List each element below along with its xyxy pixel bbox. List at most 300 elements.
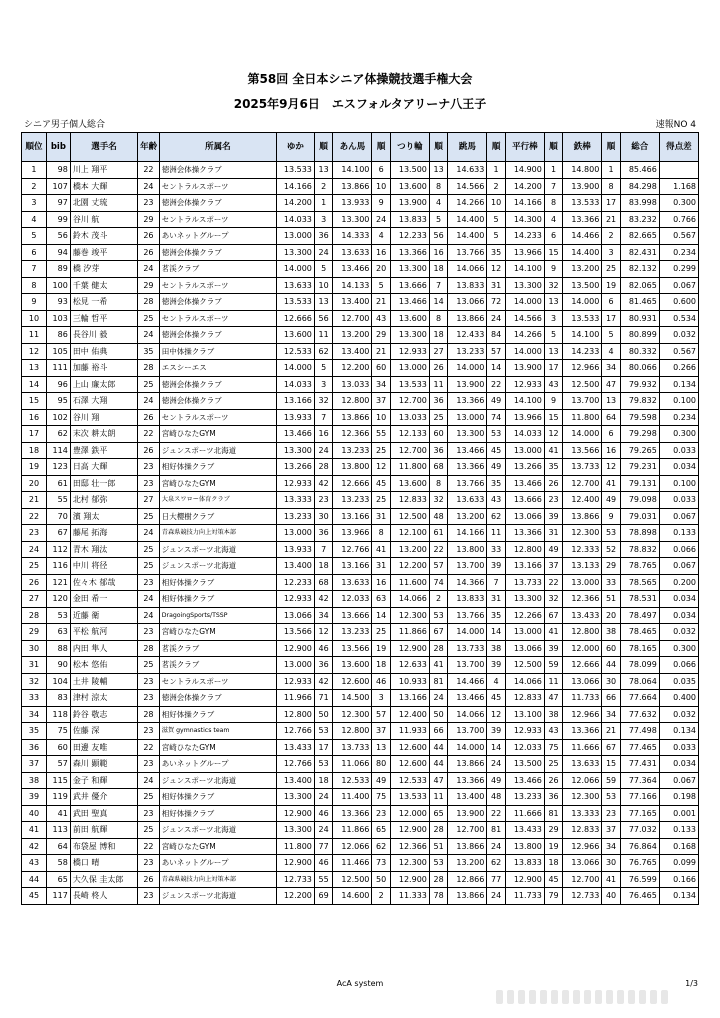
table-cell: 41: [544, 442, 562, 459]
page-number: 1/3: [685, 979, 698, 988]
table-cell: 27: [429, 343, 447, 360]
table-cell: 濱 翔太: [70, 508, 137, 525]
table-cell: 12.600: [390, 739, 429, 756]
table-cell: 26: [138, 228, 160, 245]
table-cell: 38: [487, 640, 505, 657]
table-cell: 72: [487, 294, 505, 311]
table-cell: 0.067: [659, 508, 698, 525]
table-cell: 41: [602, 475, 620, 492]
table-cell: 23: [138, 805, 160, 822]
table-cell: 76.864: [620, 838, 659, 855]
table-cell: 13.300: [276, 442, 314, 459]
table-row: [22, 624, 699, 641]
table-cell: 79.131: [620, 475, 659, 492]
table-cell: 11.800: [276, 838, 314, 855]
table-cell: 13.000: [448, 409, 487, 426]
table-cell: 12.500: [505, 657, 544, 674]
table-cell: 36: [22, 739, 47, 756]
table-cell: 76.599: [620, 871, 659, 888]
table-cell: 14.133: [333, 277, 372, 294]
table-cell: 21: [602, 723, 620, 740]
table-cell: 14.100: [505, 261, 544, 278]
table-cell: 39: [544, 508, 562, 525]
table-cell: 13.066: [448, 294, 487, 311]
table-cell: 14.266: [505, 327, 544, 344]
table-cell: 12.600: [390, 756, 429, 773]
table-cell: 14.400: [448, 228, 487, 245]
table-cell: 24: [372, 211, 390, 228]
table-cell: 70: [46, 508, 70, 525]
table-cell: 45: [487, 690, 505, 707]
table-cell: 82.665: [620, 228, 659, 245]
table-cell: 12.233: [276, 574, 314, 591]
table-cell: 13.400: [276, 558, 314, 575]
table-row: [22, 525, 699, 542]
table-cell: 77.664: [620, 690, 659, 707]
table-cell: 79.298: [620, 426, 659, 443]
table-cell: 12.133: [390, 426, 429, 443]
table-cell: 11.966: [276, 690, 314, 707]
column-header: 順: [372, 133, 390, 162]
table-cell: 24: [487, 838, 505, 855]
table-cell: 19: [602, 277, 620, 294]
table-cell: 青森県競技力向上対策本部: [159, 525, 276, 542]
table-cell: 12.833: [390, 492, 429, 509]
table-row: [22, 888, 699, 905]
table-cell: 宮崎ひなたGYM: [159, 739, 276, 756]
table-cell: 12.533: [333, 772, 372, 789]
table-cell: 相好体操クラブ: [159, 805, 276, 822]
table-row: [22, 261, 699, 278]
table-cell: 12.800: [333, 393, 372, 410]
table-cell: 33: [22, 690, 47, 707]
table-cell: 13.266: [505, 459, 544, 476]
table-cell: 14.600: [333, 888, 372, 905]
table-cell: 0.299: [659, 261, 698, 278]
table-cell: 13.733: [448, 640, 487, 657]
table-cell: 22: [429, 541, 447, 558]
table-cell: 21: [372, 294, 390, 311]
table-cell: 24: [138, 261, 160, 278]
table-cell: 24: [314, 442, 332, 459]
table-cell: 117: [46, 888, 70, 905]
table-row: [22, 376, 699, 393]
table-cell: 津村 涼太: [70, 690, 137, 707]
table-cell: 13: [429, 162, 447, 179]
table-cell: 9: [602, 508, 620, 525]
table-cell: 26: [544, 772, 562, 789]
table-cell: 13.300: [448, 426, 487, 443]
table-cell: 0.032: [659, 706, 698, 723]
table-cell: 19: [22, 459, 47, 476]
table-cell: 13.100: [505, 706, 544, 723]
table-cell: 13.533: [390, 789, 429, 806]
table-cell: 78.497: [620, 607, 659, 624]
table-cell: 22: [487, 805, 505, 822]
table-cell: 13.333: [563, 805, 602, 822]
table-cell: 13.533: [390, 376, 429, 393]
table-cell: 13.866: [448, 838, 487, 855]
table-cell: 0.234: [659, 244, 698, 261]
table-row: [22, 640, 699, 657]
table-cell: 35: [487, 244, 505, 261]
table-cell: 95: [46, 393, 70, 410]
table-cell: 14.633: [448, 162, 487, 179]
table-cell: 16: [314, 426, 332, 443]
table-row: [22, 673, 699, 690]
table-cell: 16: [22, 409, 47, 426]
table-cell: 78.898: [620, 525, 659, 542]
table-cell: 13.566: [563, 442, 602, 459]
table-cell: 67: [429, 624, 447, 641]
column-header: ゆか: [276, 133, 314, 162]
table-cell: 53: [314, 756, 332, 773]
table-cell: 12.066: [563, 772, 602, 789]
table-cell: 67: [602, 739, 620, 756]
table-row: [22, 393, 699, 410]
table-cell: 0.067: [659, 558, 698, 575]
table-cell: 14.000: [448, 739, 487, 756]
table-cell: 13.200: [333, 327, 372, 344]
table-cell: 11.800: [390, 459, 429, 476]
table-cell: 0.067: [659, 277, 698, 294]
table-row: [22, 459, 699, 476]
table-cell: 3: [372, 690, 390, 707]
table-cell: 13.866: [448, 310, 487, 327]
table-cell: 金子 和輝: [70, 772, 137, 789]
table-cell: 13.800: [505, 838, 544, 855]
table-cell: 徳洲会体操クラブ: [159, 294, 276, 311]
table-cell: 31: [372, 558, 390, 575]
table-cell: 12: [544, 426, 562, 443]
table-cell: 5: [429, 211, 447, 228]
table-cell: 12.366: [563, 591, 602, 608]
table-cell: 49: [602, 492, 620, 509]
table-cell: 12.233: [390, 228, 429, 245]
table-cell: 39: [544, 640, 562, 657]
table-cell: 81: [544, 805, 562, 822]
table-cell: 11.600: [390, 574, 429, 591]
table-cell: 28: [138, 706, 160, 723]
table-cell: 14.000: [505, 294, 544, 311]
table-cell: 13.366: [448, 459, 487, 476]
table-cell: 49: [372, 772, 390, 789]
table-cell: 0.200: [659, 574, 698, 591]
table-cell: 14.000: [448, 360, 487, 377]
table-cell: 61: [46, 475, 70, 492]
table-cell: 石澤 大翔: [70, 393, 137, 410]
table-cell: 28: [429, 822, 447, 839]
table-cell: ジュンスポーツ北海道: [159, 558, 276, 575]
table-cell: 2: [314, 178, 332, 195]
table-cell: 14.200: [276, 195, 314, 212]
table-cell: 12.900: [276, 640, 314, 657]
table-cell: 26: [138, 409, 160, 426]
table-cell: 14.566: [505, 310, 544, 327]
table-cell: 12.933: [276, 673, 314, 690]
table-cell: 12.900: [390, 640, 429, 657]
table-cell: 56: [429, 228, 447, 245]
table-cell: 12.266: [505, 607, 544, 624]
table-cell: 4: [372, 228, 390, 245]
table-cell: 13.066: [563, 855, 602, 872]
table-cell: 13.366: [563, 211, 602, 228]
table-cell: 12.900: [390, 822, 429, 839]
table-cell: 13.300: [333, 211, 372, 228]
table-cell: 100: [46, 277, 70, 294]
table-cell: 77: [314, 838, 332, 855]
table-cell: 0.133: [659, 525, 698, 542]
table-cell: 16: [372, 244, 390, 261]
table-cell: 12.666: [333, 475, 372, 492]
table-cell: 18: [429, 327, 447, 344]
table-cell: 13.033: [390, 409, 429, 426]
table-cell: 大泉スワロー体育クラブ: [159, 492, 276, 509]
table-cell: 13.400: [276, 772, 314, 789]
table-cell: 79.932: [620, 376, 659, 393]
table-cell: 33: [487, 541, 505, 558]
table-cell: 49: [487, 772, 505, 789]
table-row: [22, 772, 699, 789]
table-cell: 14.166: [276, 178, 314, 195]
table-cell: 78.064: [620, 673, 659, 690]
table-cell: 97: [46, 195, 70, 212]
table-cell: 29: [138, 211, 160, 228]
table-cell: 5: [602, 327, 620, 344]
table-cell: 13: [314, 294, 332, 311]
table-cell: 81.465: [620, 294, 659, 311]
table-cell: 24: [138, 525, 160, 542]
table-cell: 47: [602, 376, 620, 393]
table-cell: 0.100: [659, 393, 698, 410]
table-cell: 23: [138, 574, 160, 591]
table-cell: 北園 丈琉: [70, 195, 137, 212]
table-cell: 45: [22, 888, 47, 905]
table-cell: 75: [372, 789, 390, 806]
table-cell: 13.166: [505, 558, 544, 575]
table-cell: 12.100: [390, 525, 429, 542]
table-cell: 1: [544, 162, 562, 179]
table-cell: 12.300: [563, 789, 602, 806]
table-cell: 16: [372, 574, 390, 591]
table-cell: 118: [46, 706, 70, 723]
table-cell: 12.800: [505, 541, 544, 558]
table-cell: 50: [372, 871, 390, 888]
table-cell: 13.966: [333, 525, 372, 542]
table-cell: 74: [487, 409, 505, 426]
table-cell: 5: [314, 261, 332, 278]
table-cell: 13.600: [276, 327, 314, 344]
table-cell: 武井 優介: [70, 789, 137, 806]
column-header: 鉄棒: [563, 133, 602, 162]
table-cell: 56: [314, 310, 332, 327]
table-cell: 22: [544, 574, 562, 591]
table-cell: 0.567: [659, 228, 698, 245]
table-cell: 55: [314, 871, 332, 888]
table-cell: 23: [544, 492, 562, 509]
table-cell: 66: [602, 690, 620, 707]
table-cell: 2: [22, 178, 47, 195]
faded-watermark-strip: [496, 990, 696, 1006]
table-cell: 茗渓クラブ: [159, 657, 276, 674]
table-cell: 38: [602, 624, 620, 641]
table-cell: 6: [544, 228, 562, 245]
table-cell: 13.566: [333, 640, 372, 657]
table-cell: 平松 航河: [70, 624, 137, 641]
table-cell: 12.900: [505, 871, 544, 888]
document-subtitle: 2025年9月6日 エスフォルタアリーナ八王子: [233, 97, 487, 111]
table-cell: 11: [429, 376, 447, 393]
table-cell: 森川 顕範: [70, 756, 137, 773]
table-cell: 8: [429, 178, 447, 195]
table-cell: 布袋屋 博和: [70, 838, 137, 855]
table-cell: 14.466: [563, 228, 602, 245]
table-cell: 73: [372, 855, 390, 872]
table-cell: 13.366: [505, 525, 544, 542]
table-cell: 84: [487, 327, 505, 344]
table-cell: 4: [22, 211, 47, 228]
table-cell: 13.300: [276, 822, 314, 839]
table-cell: 27: [22, 591, 47, 608]
table-cell: 内田 隼人: [70, 640, 137, 657]
table-cell: 49: [544, 541, 562, 558]
table-cell: 12: [602, 459, 620, 476]
column-header: 平行棒: [505, 133, 544, 162]
table-cell: 13.866: [448, 888, 487, 905]
table-cell: 松見 一希: [70, 294, 137, 311]
table-cell: セントラルスポーツ: [159, 409, 276, 426]
table-cell: 90: [46, 657, 70, 674]
table-cell: 13.466: [505, 475, 544, 492]
table-cell: 13.766: [448, 607, 487, 624]
table-cell: 13.800: [333, 459, 372, 476]
table-cell: 3: [544, 310, 562, 327]
table-cell: あいネットグループ: [159, 228, 276, 245]
table-cell: 9: [544, 261, 562, 278]
table-cell: 藤尾 拓海: [70, 525, 137, 542]
table-cell: 13.300: [505, 591, 544, 608]
table-cell: 13.166: [333, 508, 372, 525]
table-cell: 14.033: [505, 426, 544, 443]
table-cell: 13.666: [333, 607, 372, 624]
table-cell: 60: [372, 360, 390, 377]
table-cell: 13.200: [390, 541, 429, 558]
table-cell: 36: [314, 525, 332, 542]
table-cell: 谷川 翔: [70, 409, 137, 426]
table-cell: 24: [138, 327, 160, 344]
table-cell: 51: [429, 838, 447, 855]
table-cell: 44: [429, 756, 447, 773]
table-cell: 13.433: [563, 607, 602, 624]
table-cell: 14: [429, 294, 447, 311]
table-cell: 11: [429, 789, 447, 806]
table-cell: 13: [544, 343, 562, 360]
table-cell: 26: [138, 871, 160, 888]
table-cell: 12.433: [448, 327, 487, 344]
table-cell: 日大櫻樹クラブ: [159, 508, 276, 525]
table-cell: 9: [544, 393, 562, 410]
table-cell: 37: [22, 756, 47, 773]
table-cell: 24: [138, 393, 160, 410]
table-cell: 6: [602, 294, 620, 311]
table-cell: 28: [429, 871, 447, 888]
table-cell: 12.966: [563, 360, 602, 377]
table-cell: [659, 162, 698, 179]
table-cell: 32: [314, 393, 332, 410]
table-cell: 47: [544, 690, 562, 707]
table-cell: 13.500: [505, 756, 544, 773]
table-cell: 12: [22, 343, 47, 360]
table-cell: 3: [314, 376, 332, 393]
table-cell: 79.598: [620, 409, 659, 426]
table-cell: 13.533: [563, 310, 602, 327]
table-cell: 11.866: [390, 624, 429, 641]
column-header: 得点差: [659, 133, 698, 162]
table-cell: 17: [314, 739, 332, 756]
table-cell: 14.800: [563, 162, 602, 179]
table-cell: 14.000: [563, 294, 602, 311]
table-cell: 谷川 航: [70, 211, 137, 228]
table-cell: DragoingSports/TSSP: [159, 607, 276, 624]
table-cell: 7: [487, 574, 505, 591]
table-cell: 田中 佑典: [70, 343, 137, 360]
table-cell: 120: [46, 591, 70, 608]
table-cell: 76.465: [620, 888, 659, 905]
table-cell: 68: [314, 574, 332, 591]
table-cell: 42: [314, 591, 332, 608]
table-cell: 茗渓クラブ: [159, 261, 276, 278]
table-cell: 12.933: [276, 475, 314, 492]
table-cell: 13.766: [448, 244, 487, 261]
table-cell: 62: [46, 426, 70, 443]
table-cell: 36: [544, 789, 562, 806]
table-cell: 63: [372, 591, 390, 608]
table-cell: 88: [46, 640, 70, 657]
table-cell: 13.233: [333, 492, 372, 509]
table-cell: 14.300: [505, 211, 544, 228]
table-cell: 12.866: [448, 871, 487, 888]
table-row: [22, 657, 699, 674]
table-cell: 12.300: [390, 607, 429, 624]
table-cell: 13.966: [505, 244, 544, 261]
table-cell: 24: [138, 178, 160, 195]
table-cell: 31: [487, 277, 505, 294]
table-cell: 12.733: [276, 871, 314, 888]
table-cell: 14.266: [448, 195, 487, 212]
table-cell: 25: [138, 789, 160, 806]
table-cell: 77.465: [620, 739, 659, 756]
table-cell: 56: [46, 228, 70, 245]
table-cell: 12.200: [333, 360, 372, 377]
table-cell: 14.066: [448, 261, 487, 278]
table-cell: 13.500: [563, 277, 602, 294]
table-cell: 滋賀 gymnastics team: [159, 723, 276, 740]
table-cell: 12.933: [276, 591, 314, 608]
table-cell: 18: [544, 855, 562, 872]
table-cell: 13.200: [448, 508, 487, 525]
table-cell: 0.034: [659, 591, 698, 608]
table-cell: 15: [602, 756, 620, 773]
table-cell: 13.466: [276, 426, 314, 443]
table-cell: 79.098: [620, 492, 659, 509]
table-cell: 36: [429, 393, 447, 410]
table-cell: 川上 翔平: [70, 162, 137, 179]
table-cell: 13.000: [505, 624, 544, 641]
table-cell: 13.733: [505, 574, 544, 591]
table-cell: 32: [544, 277, 562, 294]
table-cell: 24: [314, 822, 332, 839]
table-cell: 24: [487, 888, 505, 905]
